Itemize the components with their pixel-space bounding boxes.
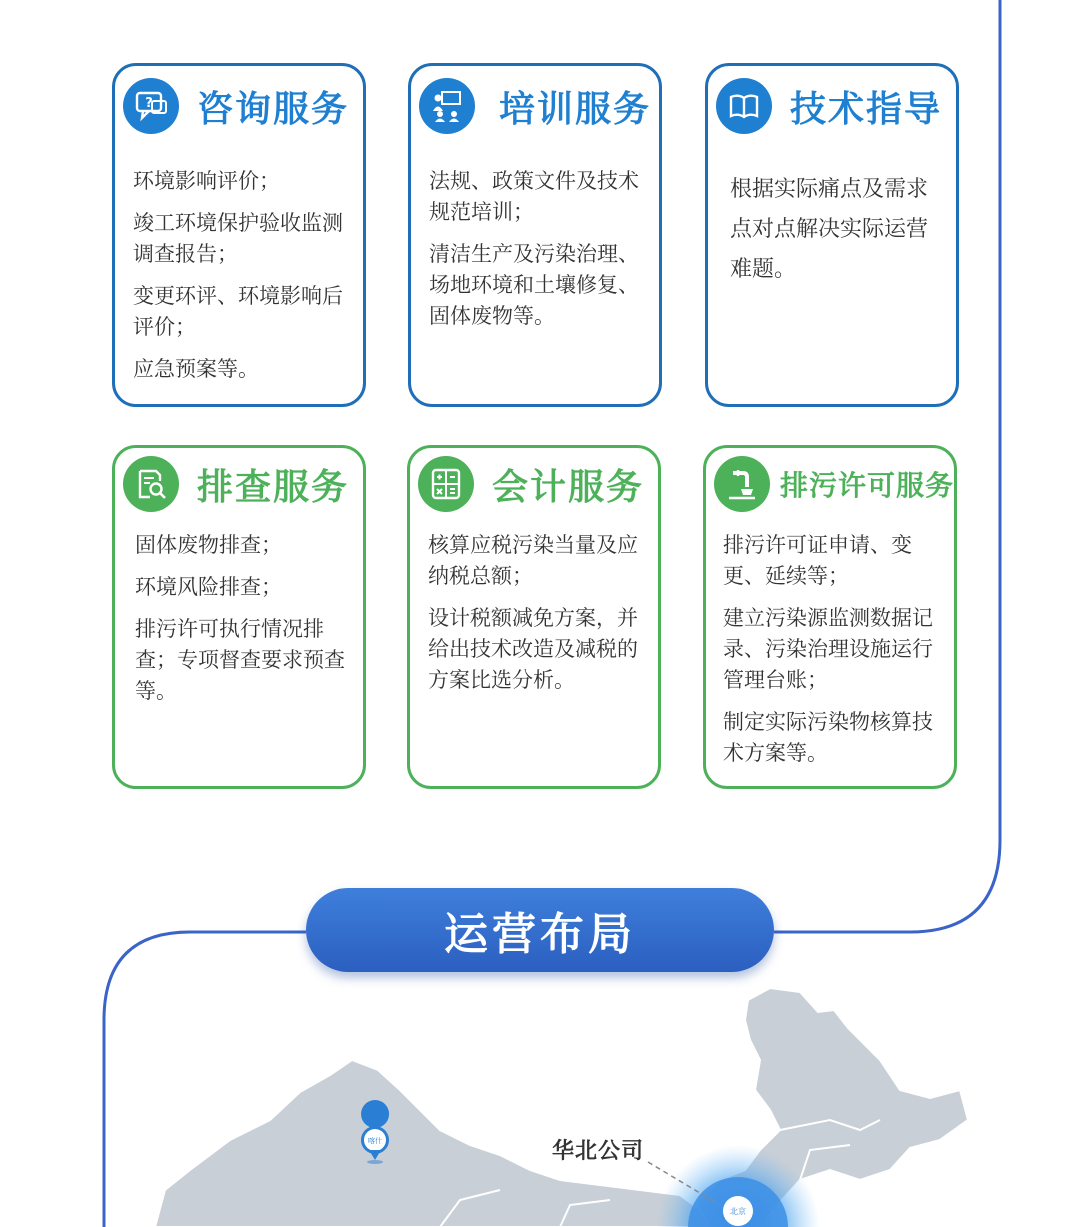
card-item: 排污许可证申请、变更、延续等； — [723, 533, 912, 588]
card-title: 会计服务 — [492, 466, 645, 508]
document-search-icon — [123, 456, 179, 512]
card-item: 应急预案等。 — [133, 357, 259, 381]
china-map — [0, 980, 1080, 1227]
card-item: 清洁生产及污染治理、场地环境和土壤修复、固体废物等。 — [429, 242, 639, 328]
card-body — [723, 530, 952, 780]
card-item: 排污许可执行情况排查；专项督查要求预查等。 — [135, 617, 345, 703]
card-title: 技术指导 — [790, 88, 943, 130]
card-item: 固体废物排查； — [135, 533, 282, 557]
card-item: 建立污染源监测数据记录、污染治理设施运行管理台账； — [723, 606, 933, 692]
consult-service-card — [112, 63, 366, 407]
card-item: 环境风险排查； — [135, 575, 282, 599]
card-item: 根据实际痛点及需求点对点解决实际运营难题。 — [730, 177, 929, 282]
marker-beijing-label: 北京 — [730, 1207, 746, 1216]
card-item: 变更环评、环境影响后评价； — [133, 284, 343, 339]
training-presenter-icon — [419, 78, 475, 134]
card-body — [428, 530, 648, 707]
card-body — [730, 170, 946, 301]
card-body — [429, 166, 649, 343]
beijing-marker-icon — [723, 1196, 753, 1226]
card-title: 咨询服务 — [197, 88, 350, 130]
section-title-pill — [306, 888, 774, 972]
card-body — [135, 530, 353, 718]
inspection-service-card — [112, 445, 366, 789]
calculator-icon — [418, 456, 474, 512]
accounting-service-card — [407, 445, 661, 789]
book-icon — [716, 78, 772, 134]
card-item: 制定实际污染物核算技术方案等。 — [723, 710, 933, 765]
section-title: 运营布局 — [444, 909, 636, 960]
company-label: 华北公司 — [552, 1139, 645, 1164]
card-item: 竣工环境保护验收监测调查报告； — [133, 211, 343, 266]
discharge-outlet-icon — [714, 456, 770, 512]
card-item: 环境影响评价； — [133, 169, 280, 193]
consult-chat-icon — [123, 78, 179, 134]
card-item: 核算应税污染当量及应纳税总额； — [428, 533, 638, 588]
discharge-permit-card — [703, 445, 957, 789]
card-item: 设计税额减免方案，并给出技术改造及减税的方案比选分析。 — [428, 606, 638, 692]
card-title: 排污许可服务 — [780, 469, 955, 502]
card-title: 排查服务 — [197, 466, 350, 508]
card-title: 培训服务 — [499, 88, 652, 130]
tech-guidance-card — [705, 63, 959, 407]
marker-west-label: 喀什 — [368, 1137, 382, 1145]
training-service-card — [408, 63, 662, 407]
card-item: 法规、政策文件及技术规范培训； — [429, 169, 639, 224]
card-body — [133, 166, 353, 396]
svg-text:?: ? — [145, 96, 153, 111]
